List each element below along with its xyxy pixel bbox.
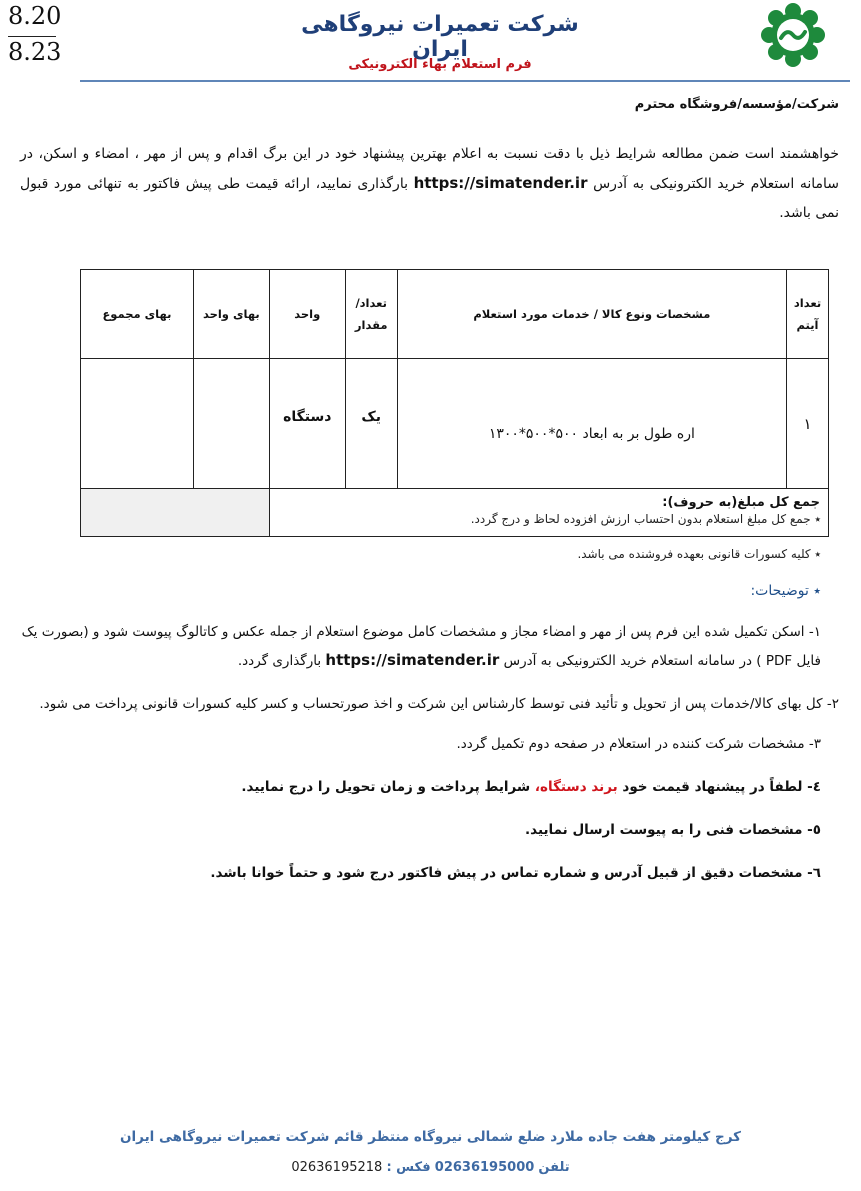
col-header-total-price: بهای مجموع [81, 270, 194, 359]
bullet-icon: ٭ [810, 547, 821, 561]
description-item-2: ۲- کل بهای کالا/خدمات پس از تحویل و تأئید فنی توسط کارشناس این شرکت و اخذ صورتحساب و کسر کلیه کسورات قانونی پرداخت می شود. [39, 696, 839, 712]
row-quantity: یک [345, 359, 397, 489]
footer-address: کرج کیلومتر هفت جاده ملارد ضلع شمالی نیروگاه منتظر قائم شرکت تعمیرات نیروگاهی ایران [120, 1129, 741, 1145]
handwritten-numbers [8, 2, 61, 74]
intro-text-1: خواهشمند است ضمن مطالعه شرایط ذیل با دقت نسبت به اعلام بهترین پیشنهاد خود در این برگ اقدام و پس از مهر ، امضاء و اسکن، در سامانه استعلام خرید الکترونیکی به آدرس [20, 146, 839, 192]
note-text-2: کلیه کسورات قانونی بعهده فروشنده می باشد. [577, 547, 811, 561]
description-1-url-link[interactable]: https://simatender.ir [325, 651, 500, 669]
fax-number: 02636195218 [291, 1160, 383, 1175]
description-item-6: ٦- مشخصات دقیق از قبیل آدرس و شماره تماس در پیش فاکتور درج شود و حتماً خوانا باشد. [210, 865, 821, 881]
table-header-row [81, 270, 829, 359]
phone-number: 02636195000 [434, 1160, 535, 1175]
recipient-greeting: شرکت/مؤسسه/فروشگاه محترم [634, 97, 839, 112]
row-total-price[interactable] [81, 359, 194, 489]
bullet-icon: ٭ [810, 512, 821, 526]
col-header-spec: مشخصات ونوع کالا / خدمات مورد استعلام [397, 270, 786, 359]
note-text-1: جمع کل مبلغ استعلام بدون احتساب ارزش افزوده لحاظ و درج گردد. [470, 512, 811, 526]
descriptions-title [750, 583, 821, 599]
company-logo-icon [760, 2, 826, 68]
phone-label: تلفن [538, 1160, 570, 1175]
description-item-3: ۳- مشخصات شرکت کننده در استعلام در صفحه دوم تکمیل گردد. [456, 736, 821, 752]
row-spec: اره طول بر به ابعاد ۵۰۰*۵۰۰*۱۳۰۰ [397, 359, 786, 489]
description-4-text-2: شرایط پرداخت و زمان تحویل را درج نمایید. [241, 779, 535, 795]
description-item-1 [20, 618, 821, 675]
bullet-icon: ٭ [808, 583, 821, 599]
row-index: ۱ [787, 359, 829, 489]
handwritten-rule [8, 36, 56, 37]
description-4-highlight: برند دستگاه، [534, 779, 618, 795]
description-1-text-2: بارگذاری گردد. [237, 653, 326, 669]
col-header-unit: واحد [269, 270, 345, 359]
fax-label: فکس : [386, 1160, 431, 1175]
row-unit: دستگاه [269, 359, 345, 489]
form-title: فرم استعلام بهاء الکترونیکی [348, 57, 532, 72]
description-1-text-1: ۱- اسکن تکمیل شده این فرم پس از مهر و امضاء مجاز و مشخصات کامل موضوع استعلام از جمله عکس و کاتالوگ پیوست شود و (بصورت یک فایل PDF ) در سامانه استعلام خرید الکترونیکی به آدرس [21, 624, 821, 669]
col-header-unit-price: بهای واحد [193, 270, 269, 359]
items-table [80, 269, 829, 537]
descriptions-title-text: توضیحات: [750, 583, 809, 599]
note-item [577, 547, 821, 561]
note-item [471, 512, 821, 526]
table-row [81, 359, 829, 489]
col-header-item-count: تعداد آیتم [787, 270, 829, 359]
col-header-quantity: تعداد/ مقدار [345, 270, 397, 359]
description-4-text-1: ٤- لطفاً در پیشنهاد قیمت خود [617, 779, 821, 795]
header-divider [80, 80, 850, 82]
description-item-4 [20, 773, 821, 801]
total-amount-label: جمع کل مبلغ(به حروف): [269, 489, 828, 537]
total-amount-value[interactable] [81, 489, 270, 537]
intro-url-link[interactable]: https://simatender.ir [413, 174, 588, 192]
company-title: شرکت تعمیرات نیروگاهی ایران [301, 12, 579, 62]
handwritten-line-1: 8.20 [8, 2, 62, 30]
row-unit-price[interactable] [193, 359, 269, 489]
intro-paragraph [20, 140, 839, 228]
description-item-5: ٥- مشخصات فنی را به پیوست ارسال نمایید. [525, 822, 821, 838]
handwritten-line-2: 8.23 [8, 38, 62, 66]
intro-text-2: بارگذاری نمایید، ارائه قیمت طی پیش فاکتور به تنهائی مورد قبول نمی باشد. [20, 176, 839, 221]
footer-contact [0, 1160, 861, 1175]
